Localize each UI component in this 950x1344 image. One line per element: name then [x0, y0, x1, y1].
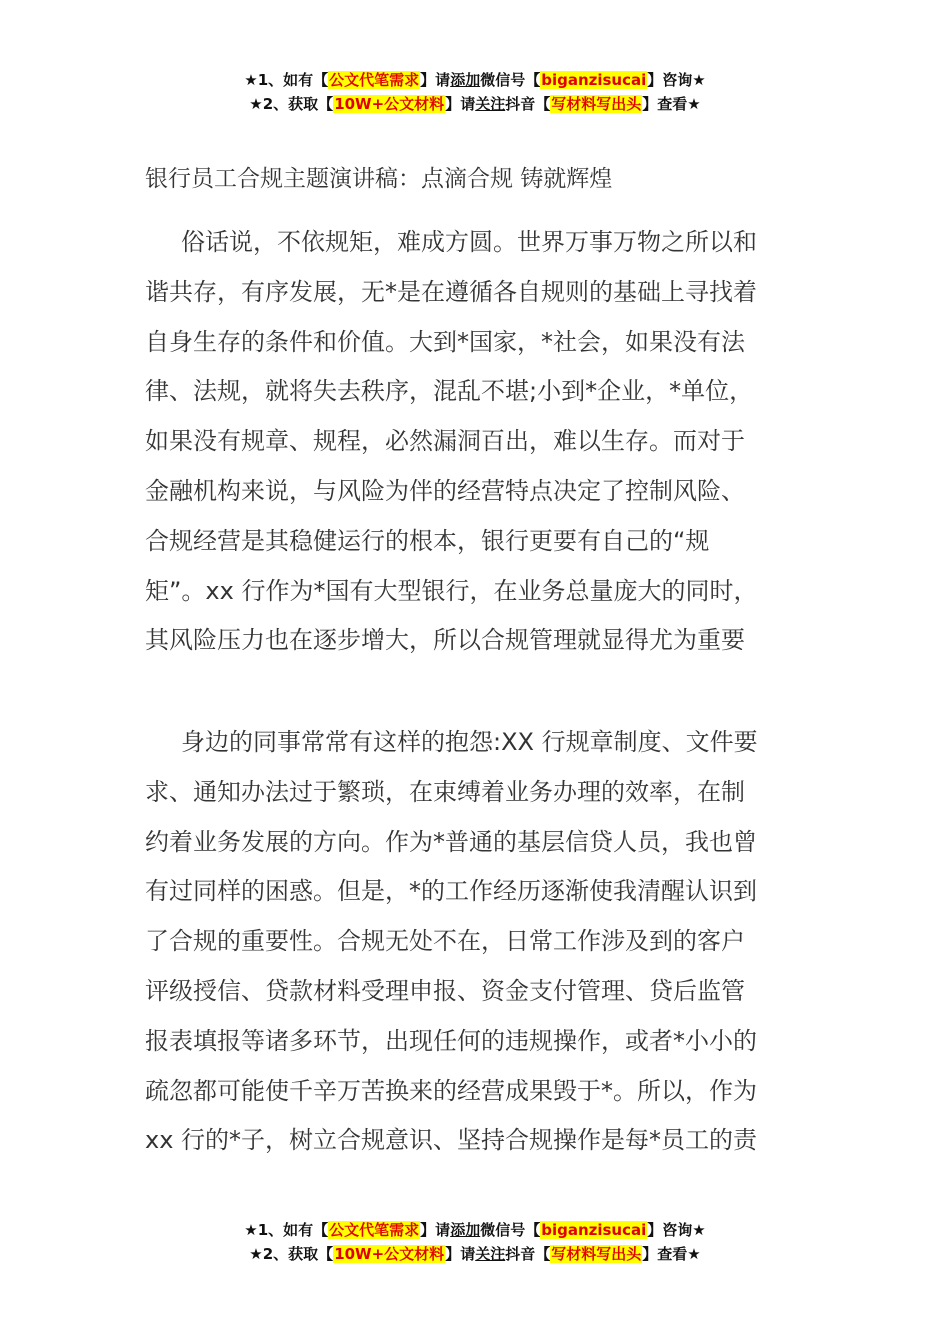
- banner-highlight-wechat: biganzisucai: [541, 1221, 647, 1239]
- text-line: 矩”。xx 行作为*国有大型银行，在业务总量庞大的同时，: [145, 576, 758, 605]
- document-title: 银行员工合规主题演讲稿：点滴合规 铸就辉煌: [145, 166, 613, 192]
- text-line: 自身生存的条件和价值。大到*国家，*社会，如果没有法: [145, 327, 745, 356]
- paragraph-2: [145, 718, 809, 1166]
- banner-text: 】请: [420, 1221, 451, 1239]
- banner-highlight: 10W+公文材料: [334, 95, 445, 113]
- text-line: 律、法规，就将失去秩序，混乱不堪;小到*企业，*单位，: [145, 377, 754, 406]
- text-line: 约着业务发展的方向。作为*普通的基层信贷人员，我也曾: [145, 827, 757, 856]
- banner-highlight: 10W+公文材料: [334, 1245, 445, 1263]
- footer-banner: [0, 1218, 950, 1266]
- banner-text: 】请: [420, 71, 451, 89]
- banner-highlight-douyin: 写材料写出头: [551, 95, 642, 113]
- banner-text: 抖音【: [505, 1245, 551, 1263]
- banner-highlight-douyin: 写材料写出头: [551, 1245, 642, 1263]
- text-line: 报表填报等诸多环节，出现任何的违规操作，或者*小小的: [145, 1026, 757, 1055]
- banner-underlined-text: 添加: [450, 71, 481, 89]
- banner-underlined-text: 关注: [475, 1245, 506, 1263]
- banner-underlined-text: 关注: [475, 95, 506, 113]
- text-line: 俗话说，不依规矩，难成方圆。世界万事万物之所以和: [181, 228, 757, 256]
- banner-text: 】查看★: [642, 1245, 701, 1263]
- paragraph-1: [145, 218, 809, 666]
- banner-text: ★1、如有【: [244, 71, 329, 89]
- banner-underlined-text: 添加: [450, 1221, 481, 1239]
- banner-text: ★2、获取【: [249, 1245, 334, 1263]
- text-line: 谐共存，有序发展，无*是在遵循各自规则的基础上寻找着: [145, 277, 757, 306]
- text-line: 有过同样的困惑。但是，*的工作经历逐渐使我清醒认识到: [145, 877, 757, 906]
- banner-text: ★2、获取【: [249, 95, 334, 113]
- banner-highlight: 公文代笔需求: [329, 71, 420, 89]
- text-line: 合规经营是其稳健运行的根本，银行更要有自己的“规: [145, 526, 710, 555]
- banner-text: ★1、如有【: [244, 1221, 329, 1239]
- banner-text: 】请: [445, 95, 476, 113]
- banner-text: 抖音【: [505, 95, 551, 113]
- header-banner: [0, 68, 950, 116]
- banner-text: 】咨询★: [647, 1221, 706, 1239]
- text-line: 如果没有规章、规程，必然漏洞百出，难以生存。而对于: [145, 427, 745, 456]
- text-line: xx 行的*子，树立合规意识、坚持合规操作是每*员工的责: [145, 1126, 758, 1155]
- banner-text: 微信号【: [480, 71, 541, 89]
- text-line: 了合规的重要性。合规无处不在，日常工作涉及到的客户: [145, 927, 745, 956]
- text-line: 求、通知办法过于繁琐，在束缚着业务办理的效率，在制: [145, 777, 745, 806]
- banner-text: 】请: [445, 1245, 476, 1263]
- banner-line-1: [0, 1218, 950, 1242]
- banner-line-2: [0, 92, 950, 116]
- text-line: 评级授信、贷款材料受理申报、资金支付管理、贷后监管: [145, 976, 745, 1005]
- banner-line-2: [0, 1242, 950, 1266]
- banner-highlight: 公文代笔需求: [329, 1221, 420, 1239]
- text-line: 金融机构来说，与风险为伴的经营特点决定了控制风险、: [145, 476, 745, 505]
- banner-text: 微信号【: [480, 1221, 541, 1239]
- banner-text: 】咨询★: [647, 71, 706, 89]
- text-line: 疏忽都可能使千辛万苦换来的经营成果毁于*。所以，作为: [145, 1076, 757, 1105]
- banner-text: 】查看★: [642, 95, 701, 113]
- banner-line-1: [0, 68, 950, 92]
- banner-highlight-wechat: biganzisucai: [541, 71, 647, 89]
- text-line: 身边的同事常常有这样的抱怨:XX 行规章制度、文件要: [181, 728, 758, 756]
- text-line: 其风险压力也在逐步增大，所以合规管理就显得尤为重要: [145, 626, 745, 655]
